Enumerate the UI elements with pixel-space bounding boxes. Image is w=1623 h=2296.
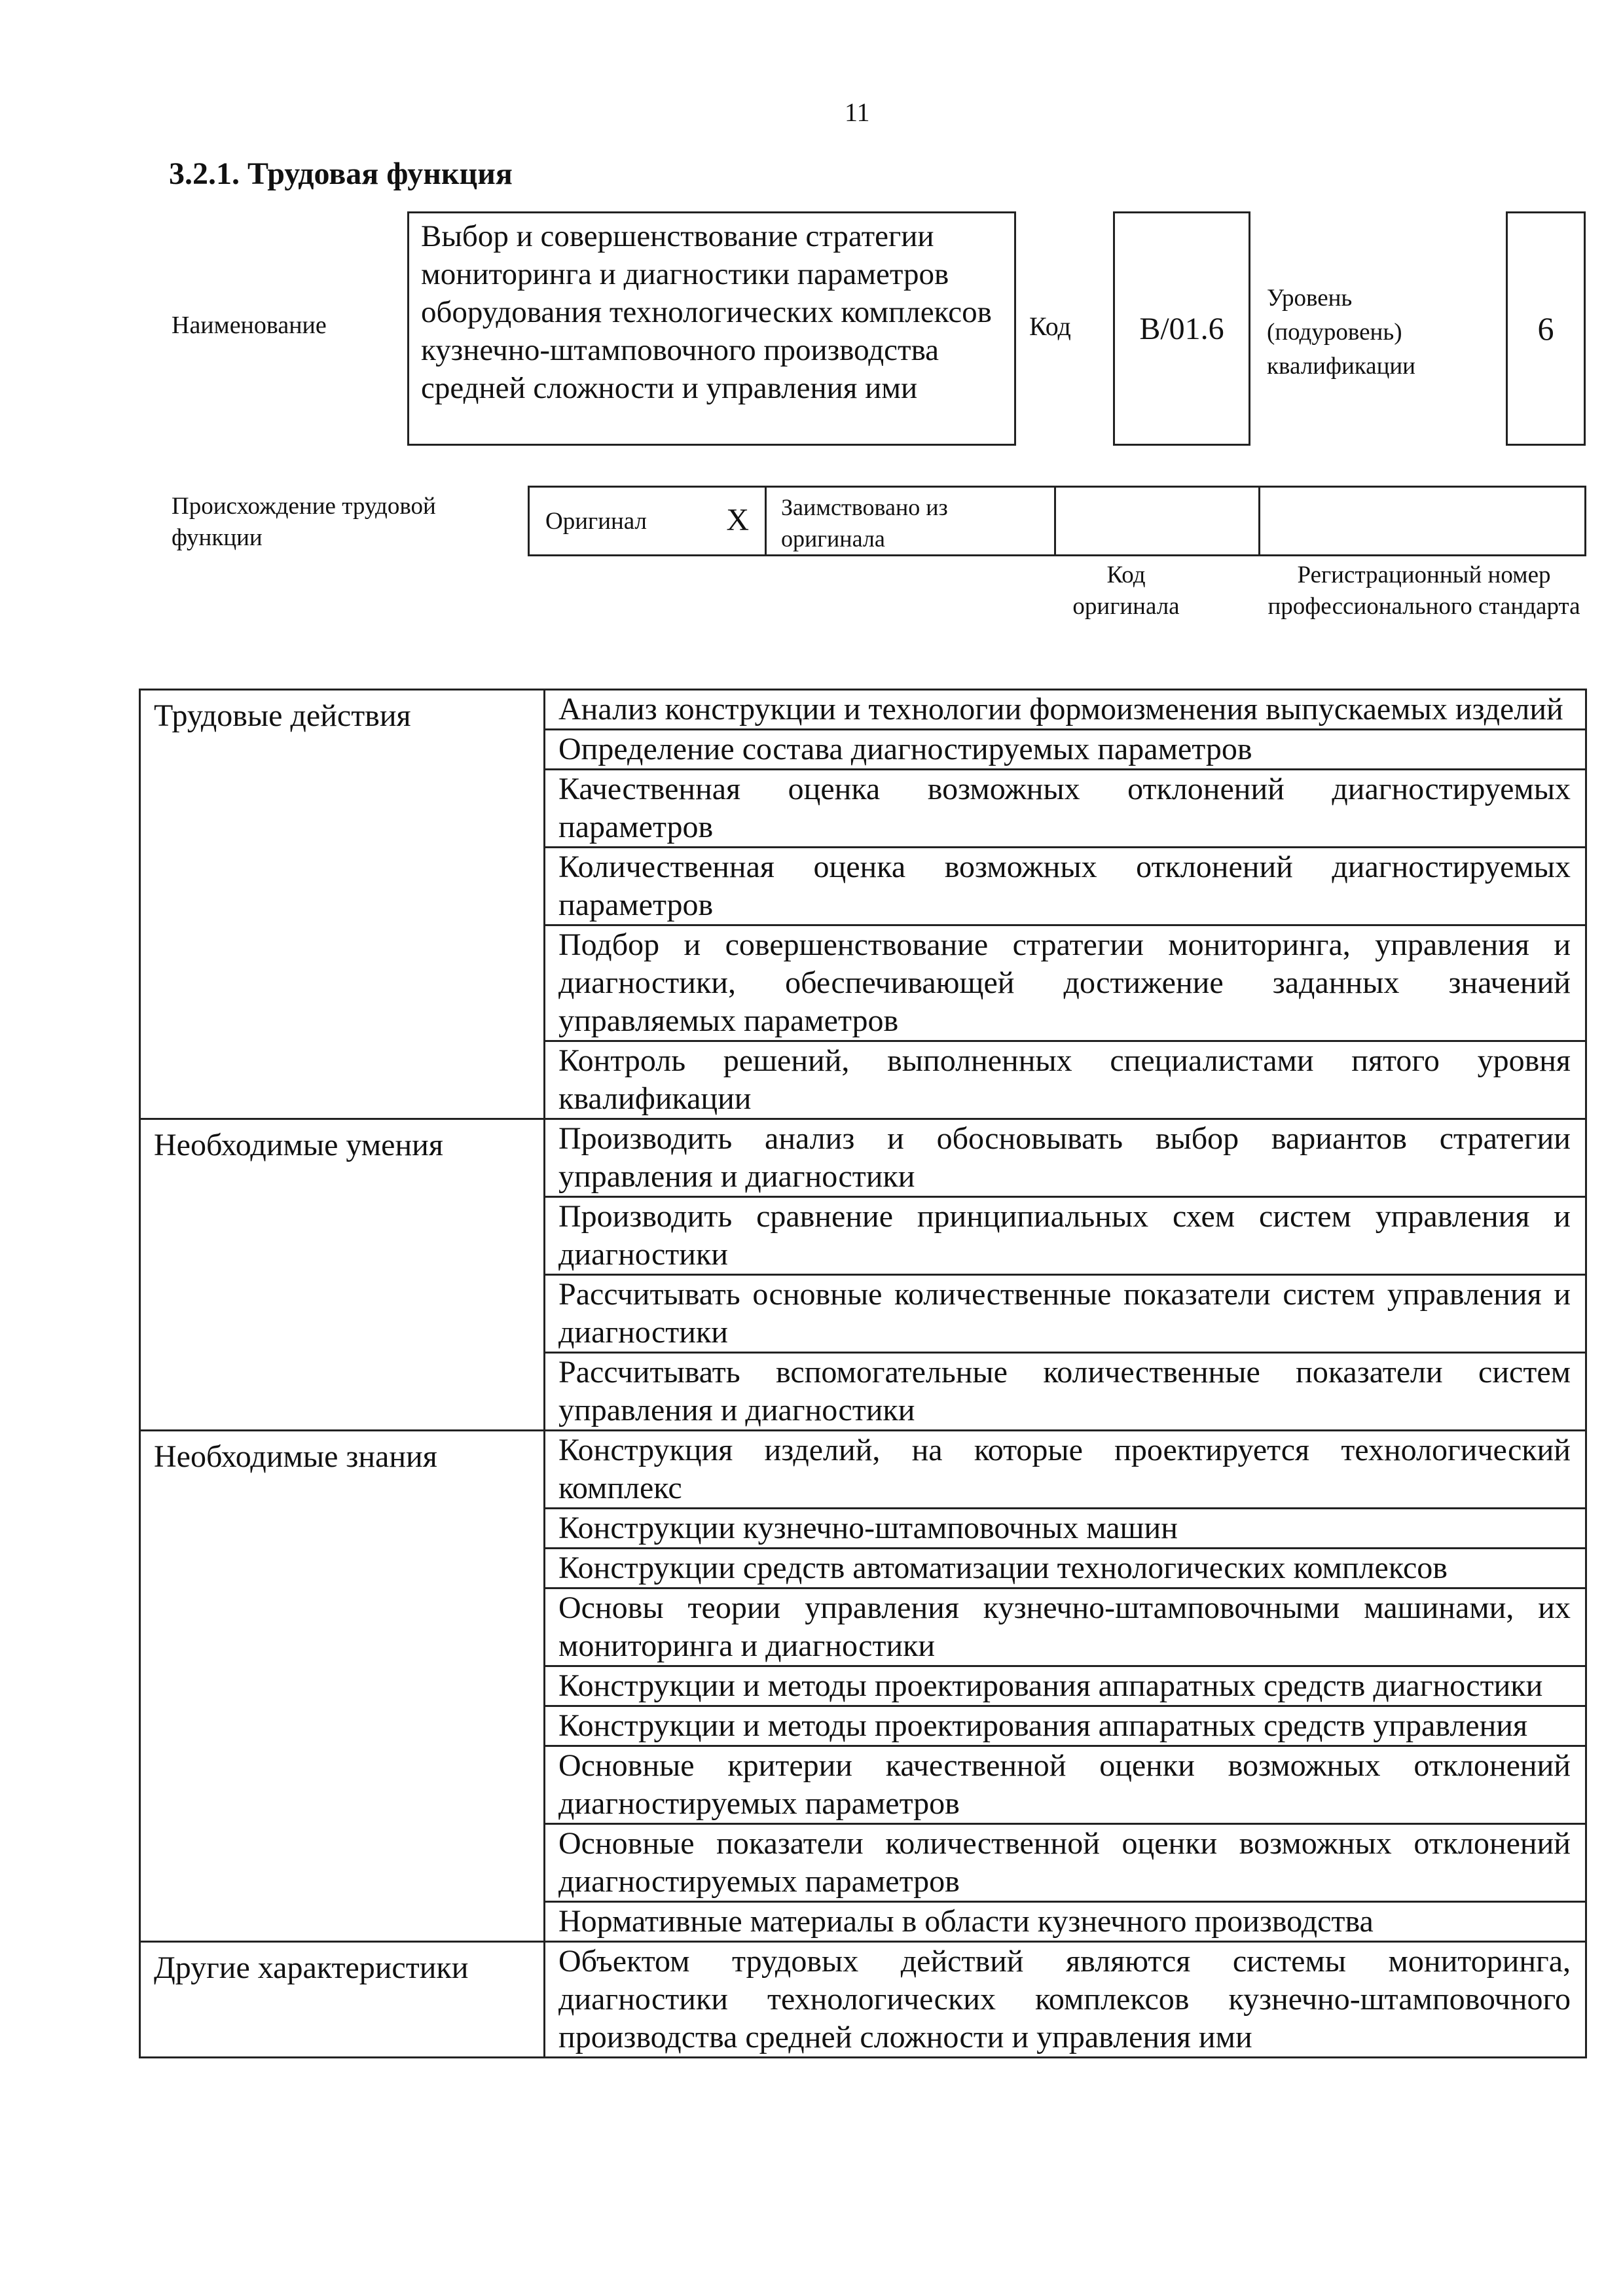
item-cell: Анализ конструкции и технологии формоизменения выпускаемых изделий [545, 690, 1586, 730]
item-cell: Подбор и совершенствование стратегии мониторинга, управления и диагностики, обеспечивающей достижение заданных значений управляемых параметров [545, 925, 1586, 1041]
origin-row [528, 486, 1586, 556]
origin-label: Происхождение трудовой функции [172, 493, 436, 551]
original-code-cell [1056, 488, 1260, 554]
item-cell: Качественная оценка возможных отклонений диагностируемых параметров [545, 770, 1586, 848]
item-cell: Конструкции и методы проектирования аппаратных средств диагностики [545, 1666, 1586, 1706]
item-cell: Производить сравнение принципиальных схем систем управления и диагностики [545, 1197, 1586, 1275]
qualification-level-box: 6 [1506, 211, 1586, 446]
item-cell: Нормативные материалы в области кузнечного производства [545, 1902, 1586, 1942]
registration-number-cell [1260, 488, 1584, 554]
function-details-table [139, 689, 1587, 2058]
item-cell: Основные показатели количественной оценки возможных отклонений диагностируемых параметров [545, 1824, 1586, 1902]
category-cell: Другие характеристики [140, 1942, 545, 2058]
registration-number-caption: Регистрационный номер профессионального стандарта [1267, 562, 1580, 620]
page-number: 11 [845, 98, 870, 127]
section-title: 3.2.1. Трудовая функция [169, 156, 513, 191]
item-cell: Основные критерии качественной оценки возможных отклонений диагностируемых параметров [545, 1746, 1586, 1824]
item-cell: Объектом трудовых действий являются системы мониторинга, диагностики технологических комплексов кузнечно-штамповочного производства средней сложности и управления ими [545, 1942, 1586, 2058]
original-code-caption: Код оригинала [1072, 562, 1180, 620]
table-row [140, 1119, 1586, 1197]
item-cell: Конструкции и методы проектирования аппаратных средств управления [545, 1706, 1586, 1746]
item-cell: Определение состава диагностируемых параметров [545, 730, 1586, 770]
category-cell: Необходимые знания [140, 1431, 545, 1942]
table-row [140, 690, 1586, 730]
code-value-box: B/01.6 [1113, 211, 1250, 446]
item-cell: Количественная оценка возможных отклонений диагностируемых параметров [545, 848, 1586, 925]
item-cell: Конструкции средств автоматизации технологических комплексов [545, 1549, 1586, 1588]
original-mark: X [726, 503, 749, 537]
code-label: Код [1029, 312, 1071, 341]
category-cell: Трудовые действия [140, 690, 545, 1119]
borrowed-cell: Заимствовано из оригинала [767, 488, 1056, 554]
original-label: Оригинал [545, 508, 647, 535]
item-cell: Конструкция изделий, на которые проектируется технологический комплекс [545, 1431, 1586, 1509]
table-row [140, 1431, 1586, 1509]
item-cell: Контроль решений, выполненных специалистами пятого уровня квалификации [545, 1041, 1586, 1119]
item-cell: Рассчитывать вспомогательные количественные показатели систем управления и диагностики [545, 1353, 1586, 1431]
item-cell: Производить анализ и обосновывать выбор вариантов стратегии управления и диагностики [545, 1119, 1586, 1197]
qualification-level-label: Уровень (подуровень) квалификации [1267, 285, 1415, 380]
name-label: Наименование [172, 312, 327, 339]
item-cell: Конструкции кузнечно-штамповочных машин [545, 1509, 1586, 1549]
table-row [140, 1942, 1586, 2058]
original-cell [530, 488, 767, 554]
category-cell: Необходимые умения [140, 1119, 545, 1431]
function-details-body [140, 690, 1586, 2058]
item-cell: Основы теории управления кузнечно-штамповочными машинами, их мониторинга и диагностики [545, 1588, 1586, 1666]
item-cell: Рассчитывать основные количественные показатели систем управления и диагностики [545, 1275, 1586, 1353]
function-name-box: Выбор и совершенствование стратегии мониторинга и диагностики параметров оборудования технологических комплексов кузнечно-штамповочного производства средней сложности и управления ими [407, 211, 1016, 446]
